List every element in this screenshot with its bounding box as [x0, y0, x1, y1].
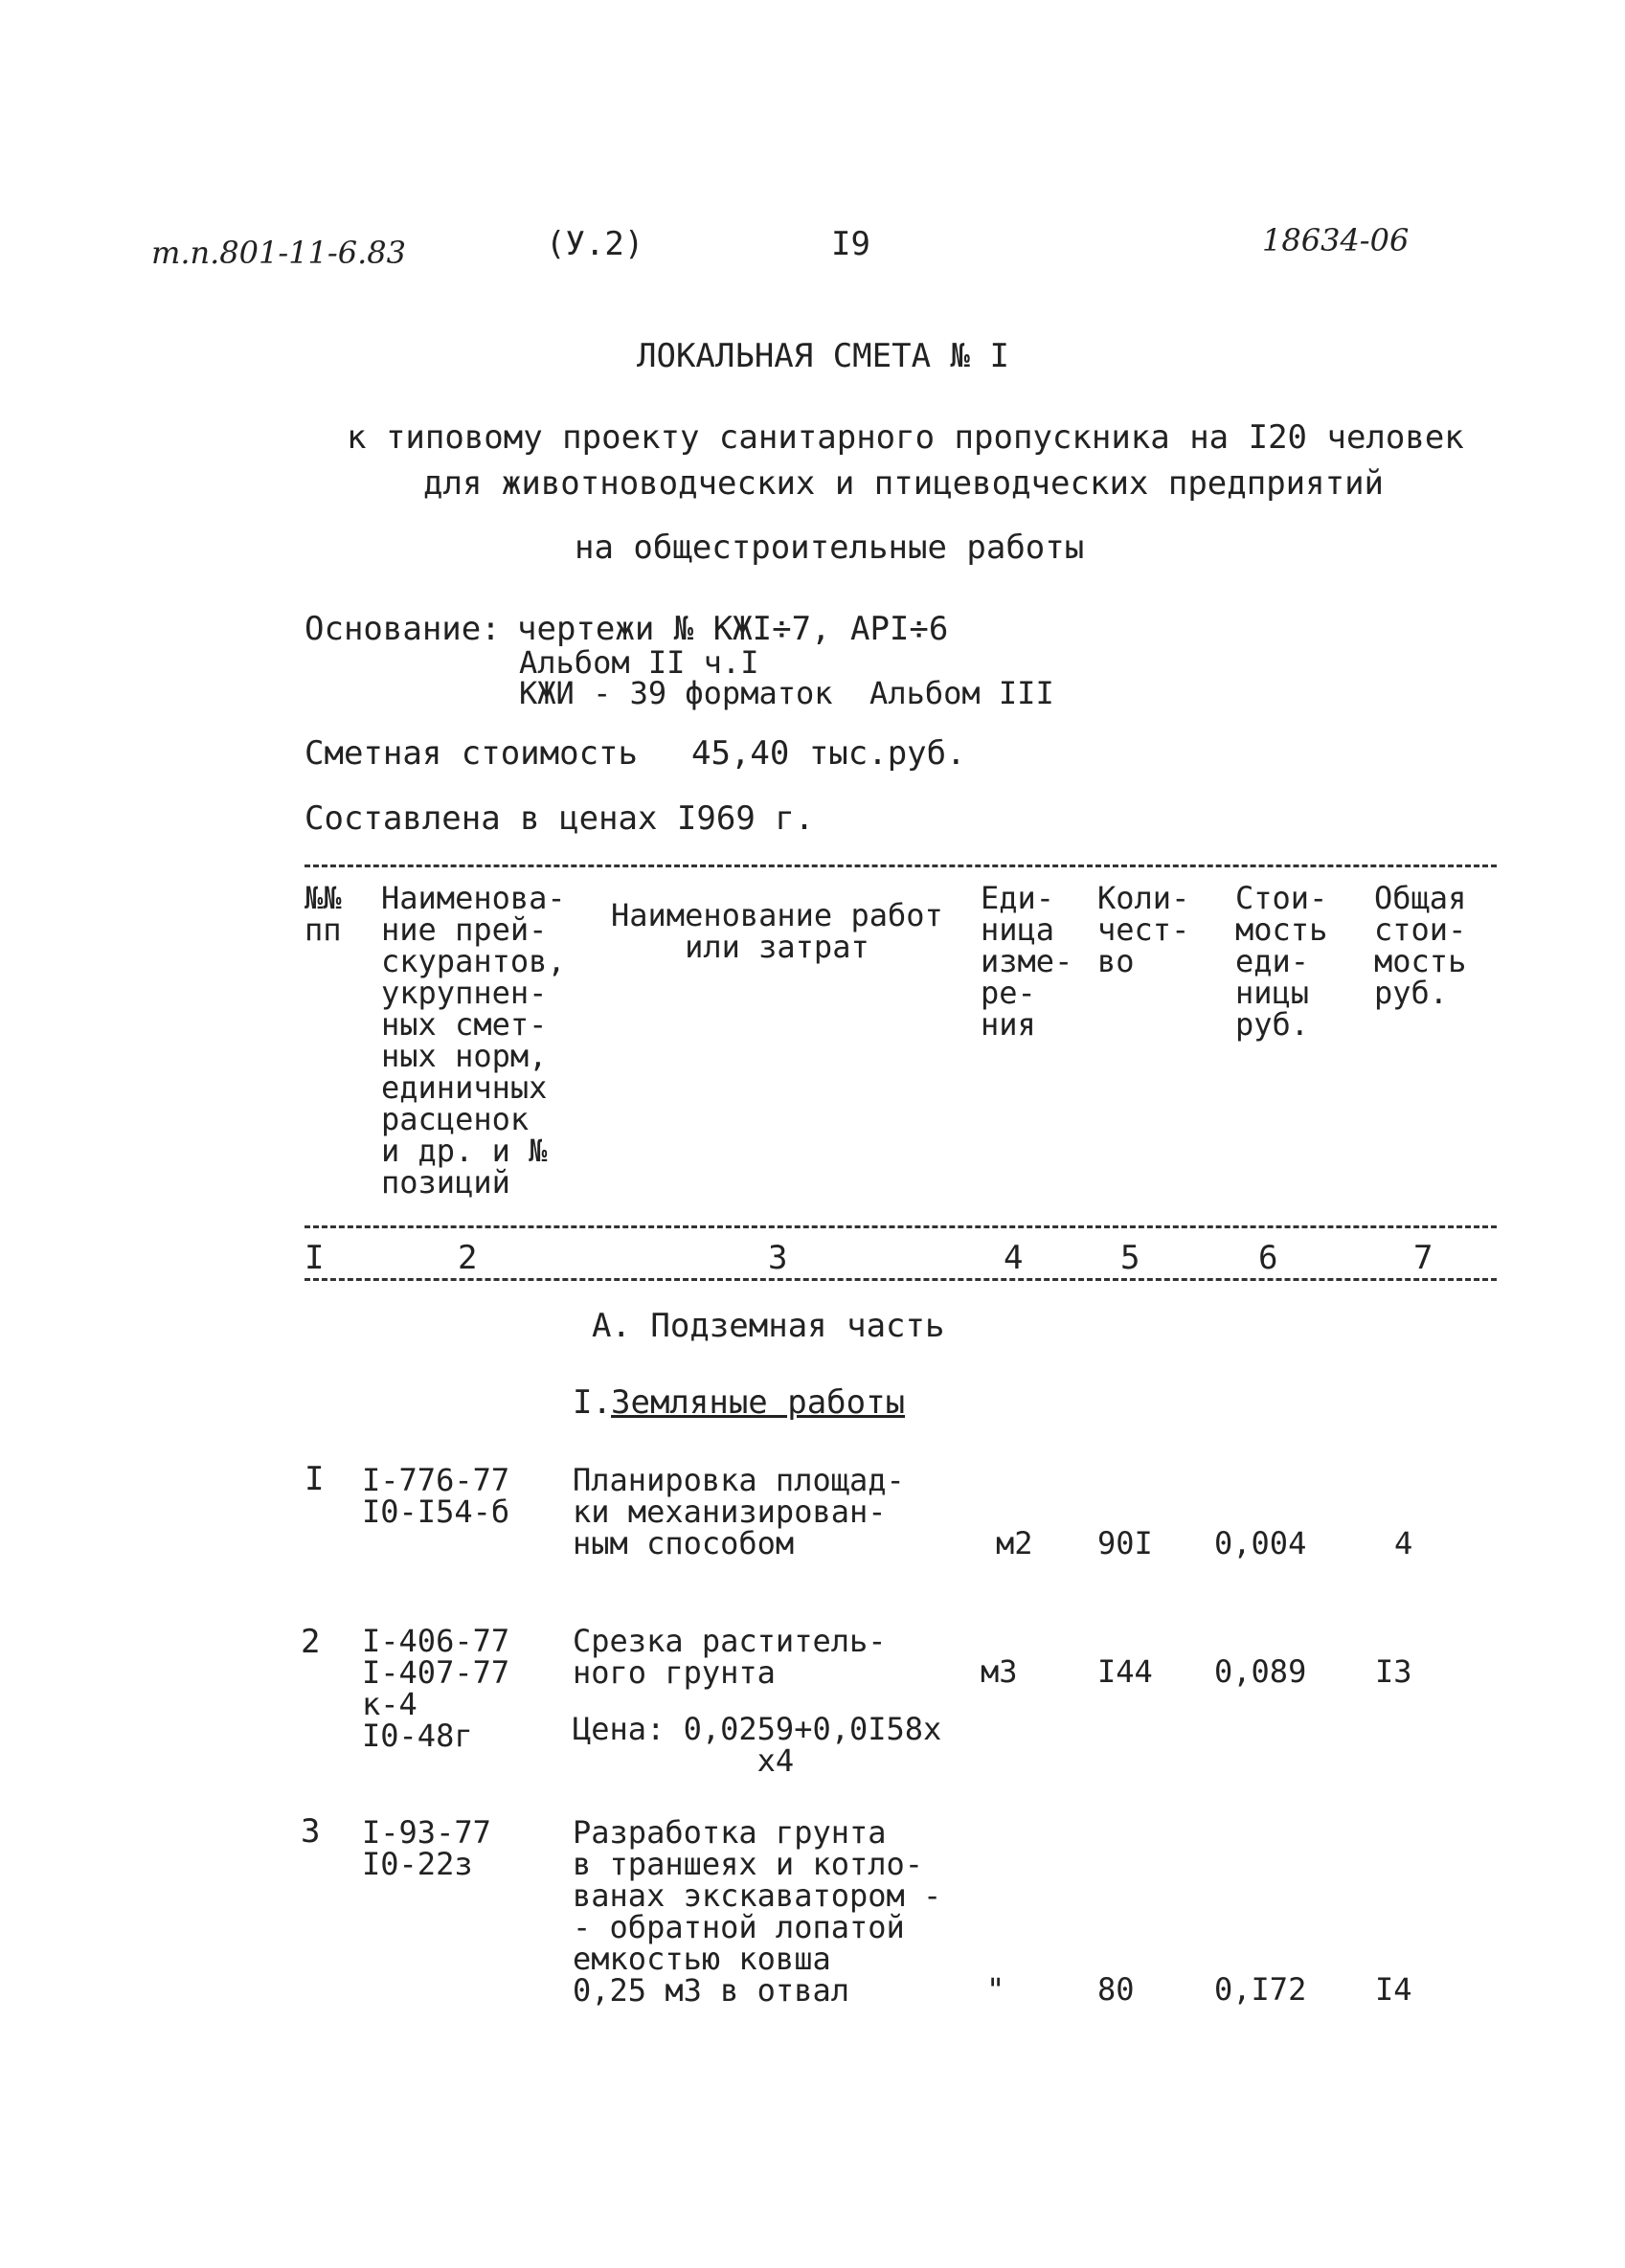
row-3-code: I-93-77 I0-22з [362, 1814, 491, 1882]
row-1-name: Планировка площад- ки механизирован- ным способом [573, 1462, 905, 1561]
row-2-num: 2 [301, 1623, 321, 1661]
header-col-1: №№ пп [305, 880, 342, 948]
row-1-total: 4 [1394, 1525, 1413, 1561]
archive-number: 18634-06 [1262, 222, 1410, 258]
subtitle-line-2: для животноводческих и птицеводческих предприятий [423, 464, 1385, 503]
row-3-total: I4 [1375, 1971, 1412, 2008]
header-bottom-rule [305, 1225, 1497, 1228]
cost-value: 45,40 тыс.руб. [691, 734, 966, 773]
row-3-price: 0,I72 [1214, 1971, 1307, 2008]
row-2-code: I-406-77 I-407-77 к-4 I0-48г [362, 1623, 510, 1754]
row-2-qty: I44 [1097, 1653, 1153, 1690]
row-1-num: I [305, 1460, 325, 1498]
table-top-rule [305, 865, 1497, 867]
col-number-3: 3 [768, 1239, 788, 1277]
col-number-5: 5 [1120, 1239, 1140, 1277]
header-col-6: Стои- мость еди- ницы руб. [1235, 880, 1328, 1043]
basis-label: Основание: [305, 610, 501, 648]
prices-note: Составлена в ценах I969 г. [305, 799, 815, 838]
col-number-2: 2 [458, 1239, 478, 1277]
document-title: ЛОКАЛЬНАЯ СМЕТА № I [637, 337, 1009, 375]
header-col-5: Коли- чест- во [1097, 880, 1190, 979]
basis-line-2: Альбом II ч.I [519, 644, 759, 681]
subsection-prefix: I. [573, 1383, 612, 1422]
col-number-1: I [305, 1239, 325, 1277]
basis-line-1: чертежи № КЖI÷7, АРI÷6 [517, 610, 949, 648]
header-col-3: Наименование работ или затрат [611, 897, 943, 965]
row-3-name: Разработка грунта в траншеях и котло- ванах экскаватором - - обратной лопатой емкостью ковша 0,25 м3 в отвал [573, 1814, 942, 2009]
row-3-num: 3 [301, 1812, 321, 1851]
basis-line-3: КЖИ - 39 форматок Альбом III [519, 675, 1054, 711]
header-col-7: Общая стои- мость руб. [1374, 880, 1467, 1011]
row-1-code: I-776-77 I0-I54-б [362, 1462, 510, 1530]
row-3-unit: " [986, 1971, 1005, 2008]
section-heading: А. Подземная часть [592, 1307, 945, 1345]
version-label: (У.2) [546, 225, 644, 263]
cost-label: Сметная стоимость [305, 734, 638, 773]
subtitle-line-3: на общестроительные работы [575, 528, 1085, 567]
row-2-note: Цена: 0,0259+0,0I58х х4 [573, 1711, 942, 1779]
row-2-price: 0,089 [1214, 1653, 1307, 1690]
col-number-4: 4 [1004, 1239, 1024, 1277]
row-1-unit: м2 [996, 1525, 1033, 1561]
subtitle-line-1: к типовому проекту санитарного пропускника на I20 человек [347, 418, 1464, 457]
row-2-unit: м3 [981, 1653, 1018, 1690]
header-col-2: Наименова- ние прей- скурантов, укрупнен- ных смет- ных норм, единичных расценок и др. и № позиций [381, 880, 566, 1201]
row-2-name: Срезка раститель- ного грунта [573, 1623, 887, 1691]
row-2-total: I3 [1375, 1653, 1412, 1690]
col-numbers-rule [305, 1278, 1497, 1281]
col-number-6: 6 [1258, 1239, 1278, 1277]
col-number-7: 7 [1413, 1239, 1433, 1277]
row-1-price: 0,004 [1214, 1525, 1307, 1561]
doc-code: т.п.801-11-6.83 [151, 235, 406, 271]
subsection-heading: Земляные работы [611, 1383, 906, 1422]
page-number: I9 [831, 225, 870, 263]
header-col-4: Еди- ница изме- ре- ния [981, 880, 1073, 1043]
row-3-qty: 80 [1097, 1971, 1135, 2008]
row-1-qty: 90I [1097, 1525, 1153, 1561]
